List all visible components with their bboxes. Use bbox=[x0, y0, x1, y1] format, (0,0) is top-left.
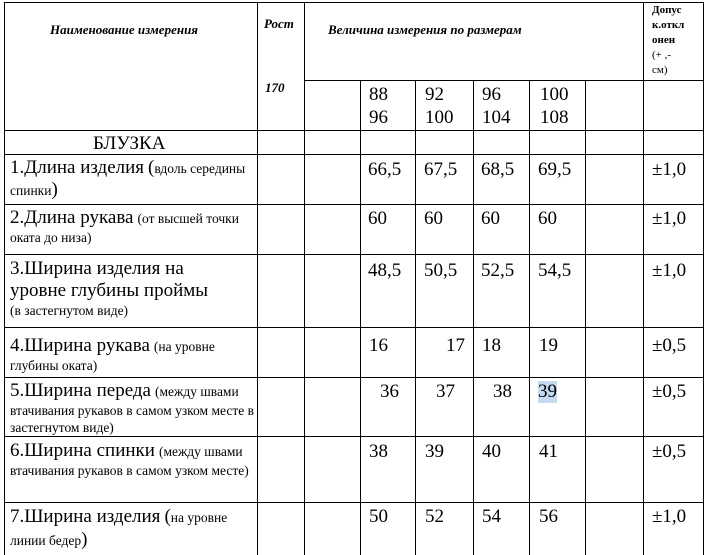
cell-value: 54 bbox=[482, 506, 501, 527]
size-col-4: 100 108 bbox=[540, 84, 569, 128]
cell-value-selected[interactable]: 39 bbox=[538, 381, 557, 402]
tolerance-value: ±1,0 bbox=[652, 260, 687, 281]
cell-value: 41 bbox=[539, 441, 558, 462]
cell-value: 60 bbox=[424, 208, 443, 229]
cell-value: 68,5 bbox=[481, 159, 515, 180]
cell-value: 36 bbox=[380, 381, 399, 402]
col-tolerance-header: Допус к.откл онен (+ ,- см) bbox=[652, 4, 685, 76]
tolerance-value: ±0,5 bbox=[652, 381, 687, 402]
cell-value: 37 bbox=[436, 381, 455, 402]
section-title: БЛУЗКА bbox=[93, 133, 166, 154]
cell-value: 60 bbox=[368, 208, 387, 229]
col-height-header: Рост bbox=[264, 16, 294, 31]
cell-value: 56 bbox=[539, 506, 558, 527]
cell-value: 48,5 bbox=[368, 260, 402, 281]
cell-value: 60 bbox=[538, 208, 557, 229]
row-title: 2.Длина рукава (от высшей точки оката до низа) bbox=[10, 207, 239, 245]
tolerance-value: ±1,0 bbox=[652, 506, 687, 527]
cell-value: 69,5 bbox=[538, 159, 572, 180]
row-title: 3.Ширина изделия на уровне глубины проймы (в застегнутом виде) bbox=[10, 258, 209, 318]
tolerance-value: ±1,0 bbox=[652, 159, 687, 180]
height-value: 170 bbox=[265, 80, 285, 95]
row-title: 1.Длина изделия (вдоль середины спинки) bbox=[10, 157, 246, 200]
cell-value: 60 bbox=[481, 208, 500, 229]
row-title: 4.Ширина рукава (на уровне глубины оката) bbox=[10, 335, 215, 373]
cell-value: 67,5 bbox=[424, 159, 458, 180]
row-title: 7.Ширина изделия (на уровне линии бедер) bbox=[10, 506, 228, 550]
cell-value: 52,5 bbox=[481, 260, 515, 281]
cell-value: 38 bbox=[493, 381, 512, 402]
col-sizes-header: Величина измерения по размерам bbox=[328, 22, 522, 37]
row-title: 6.Ширина спинки (между швами втачивания рукавов в самом узком месте) bbox=[10, 440, 249, 478]
cell-value: 16 bbox=[369, 335, 388, 356]
row-title: 5.Ширина переда (между швами втачивания рукавов в самом узком месте в застегнутом виде) bbox=[10, 380, 254, 435]
cell-value: 39 bbox=[425, 441, 444, 462]
size-col-2: 92 100 bbox=[425, 84, 454, 128]
cell-value: 18 bbox=[482, 335, 501, 356]
cell-value: 40 bbox=[482, 441, 501, 462]
cell-value: 52 bbox=[425, 506, 444, 527]
tolerance-value: ±0,5 bbox=[652, 441, 687, 462]
size-col-1: 88 96 bbox=[369, 84, 388, 128]
cell-value: 50 bbox=[369, 506, 388, 527]
tolerance-value: ±1,0 bbox=[652, 208, 687, 229]
size-col-3: 96 104 bbox=[482, 84, 511, 128]
cell-value: 54,5 bbox=[538, 260, 572, 281]
col-name-header: Наименование измерения bbox=[50, 22, 198, 37]
tolerance-value: ±0,5 bbox=[652, 335, 687, 356]
cell-value: 19 bbox=[539, 335, 558, 356]
cell-value: 50,5 bbox=[424, 260, 458, 281]
cell-value: 38 bbox=[369, 441, 388, 462]
cell-value: 17 bbox=[446, 335, 465, 356]
cell-value: 66,5 bbox=[368, 159, 402, 180]
